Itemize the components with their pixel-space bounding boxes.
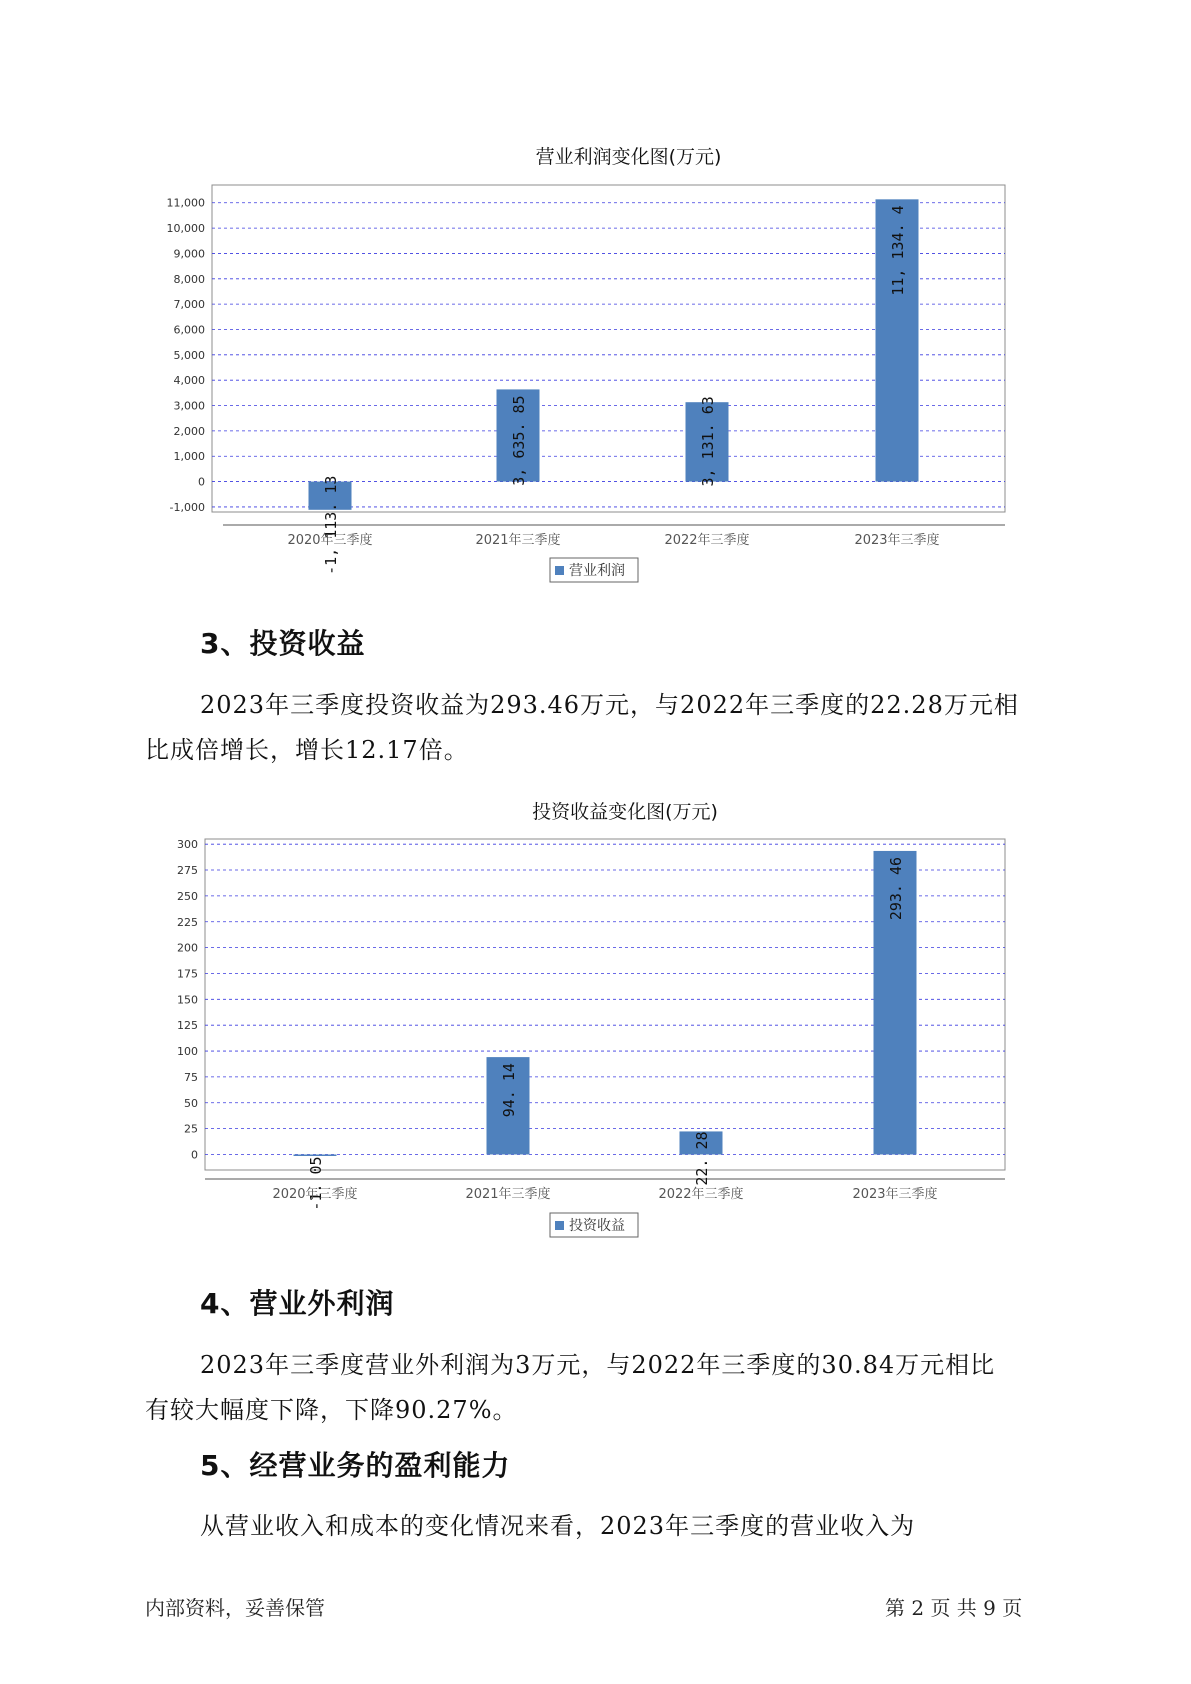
value-label: 94. 14 [500, 1063, 518, 1118]
y-tick-label: 7,000 [173, 298, 205, 312]
y-tick-label: 300 [177, 838, 198, 852]
value-label: -1, 113. 13 [322, 475, 340, 575]
section-3-line-1: 2023年三季度投资收益为293.46万元，与2022年三季度的22.28万元相 [200, 691, 1019, 719]
y-tick-label: 10,000 [166, 222, 205, 236]
y-tick-label: 0 [198, 475, 205, 489]
chart-title: 投资收益变化图(万元) [532, 801, 718, 823]
y-tick-label: 275 [177, 864, 198, 878]
y-tick-label: 1,000 [173, 450, 205, 464]
value-label: 293. 46 [887, 856, 905, 921]
legend-label: 营业利润 [569, 563, 625, 579]
section-4-line-2: 有较大幅度下降，下降90.27%。 [145, 1396, 518, 1424]
y-tick-label: 6,000 [173, 323, 205, 337]
y-tick-label: 175 [177, 967, 198, 981]
x-category-label: 2020年三季度 [287, 533, 373, 548]
legend-label: 投资收益 [569, 1218, 625, 1234]
y-tick-label: 8,000 [173, 272, 205, 286]
y-tick-label: 125 [177, 1019, 198, 1033]
y-tick-label: 3,000 [173, 399, 205, 413]
value-label: 11, 134. 4 [889, 205, 907, 296]
footer-page-number: 第 2 页 共 9 页 [885, 1596, 1023, 1620]
y-tick-label: 150 [177, 993, 198, 1007]
x-category-label: 2021年三季度 [465, 1187, 551, 1202]
section-4-heading: 4、营业外利润 [200, 1287, 395, 1320]
value-label: 3, 131. 63 [699, 396, 717, 487]
x-category-label: 2023年三季度 [852, 1187, 938, 1202]
y-tick-label: 250 [177, 889, 198, 903]
section-3-heading: 3、投资收益 [200, 627, 366, 660]
value-label: -1. 05 [307, 1156, 325, 1211]
y-tick-label: 4,000 [173, 374, 205, 388]
section-5-paragraph [145, 1504, 1045, 1549]
x-category-label: 2022年三季度 [664, 533, 750, 548]
x-category-label: 2022年三季度 [658, 1187, 744, 1202]
section-5-line-1: 从营业收入和成本的变化情况来看，2023年三季度的营业收入为 [200, 1512, 916, 1540]
section-3-line-2: 比成倍增长，增长12.17倍。 [145, 736, 469, 764]
section-4-line-1: 2023年三季度营业外利润为3万元，与2022年三季度的30.84万元相比 [200, 1351, 996, 1379]
chart-title: 营业利润变化图(万元) [535, 146, 722, 168]
x-category-label: 2023年三季度 [854, 533, 940, 548]
value-label: 22. 28 [693, 1131, 711, 1186]
y-tick-label: 200 [177, 941, 198, 955]
y-tick-label: -1,000 [169, 500, 205, 514]
y-tick-label: 100 [177, 1045, 198, 1059]
section-5-heading: 5、经营业务的盈利能力 [200, 1449, 511, 1482]
y-tick-label: 11,000 [166, 196, 205, 210]
y-tick-label: 50 [184, 1096, 198, 1110]
x-category-label: 2020年三季度 [272, 1187, 358, 1202]
y-tick-label: 5,000 [173, 348, 205, 362]
x-category-label: 2021年三季度 [475, 533, 561, 548]
y-tick-label: 2,000 [173, 424, 205, 438]
section-4-paragraph [145, 1343, 1045, 1433]
y-tick-label: 9,000 [173, 247, 205, 261]
y-tick-label: 75 [184, 1070, 198, 1084]
y-tick-label: 225 [177, 915, 198, 929]
footer-confidential-note: 内部资料，妥善保管 [145, 1596, 325, 1620]
y-tick-label: 25 [184, 1122, 198, 1136]
value-label: 3, 635. 85 [510, 395, 528, 486]
legend-swatch [555, 1221, 564, 1230]
y-tick-label: 0 [191, 1148, 198, 1162]
bar-2020年三季度 [294, 1154, 337, 1156]
